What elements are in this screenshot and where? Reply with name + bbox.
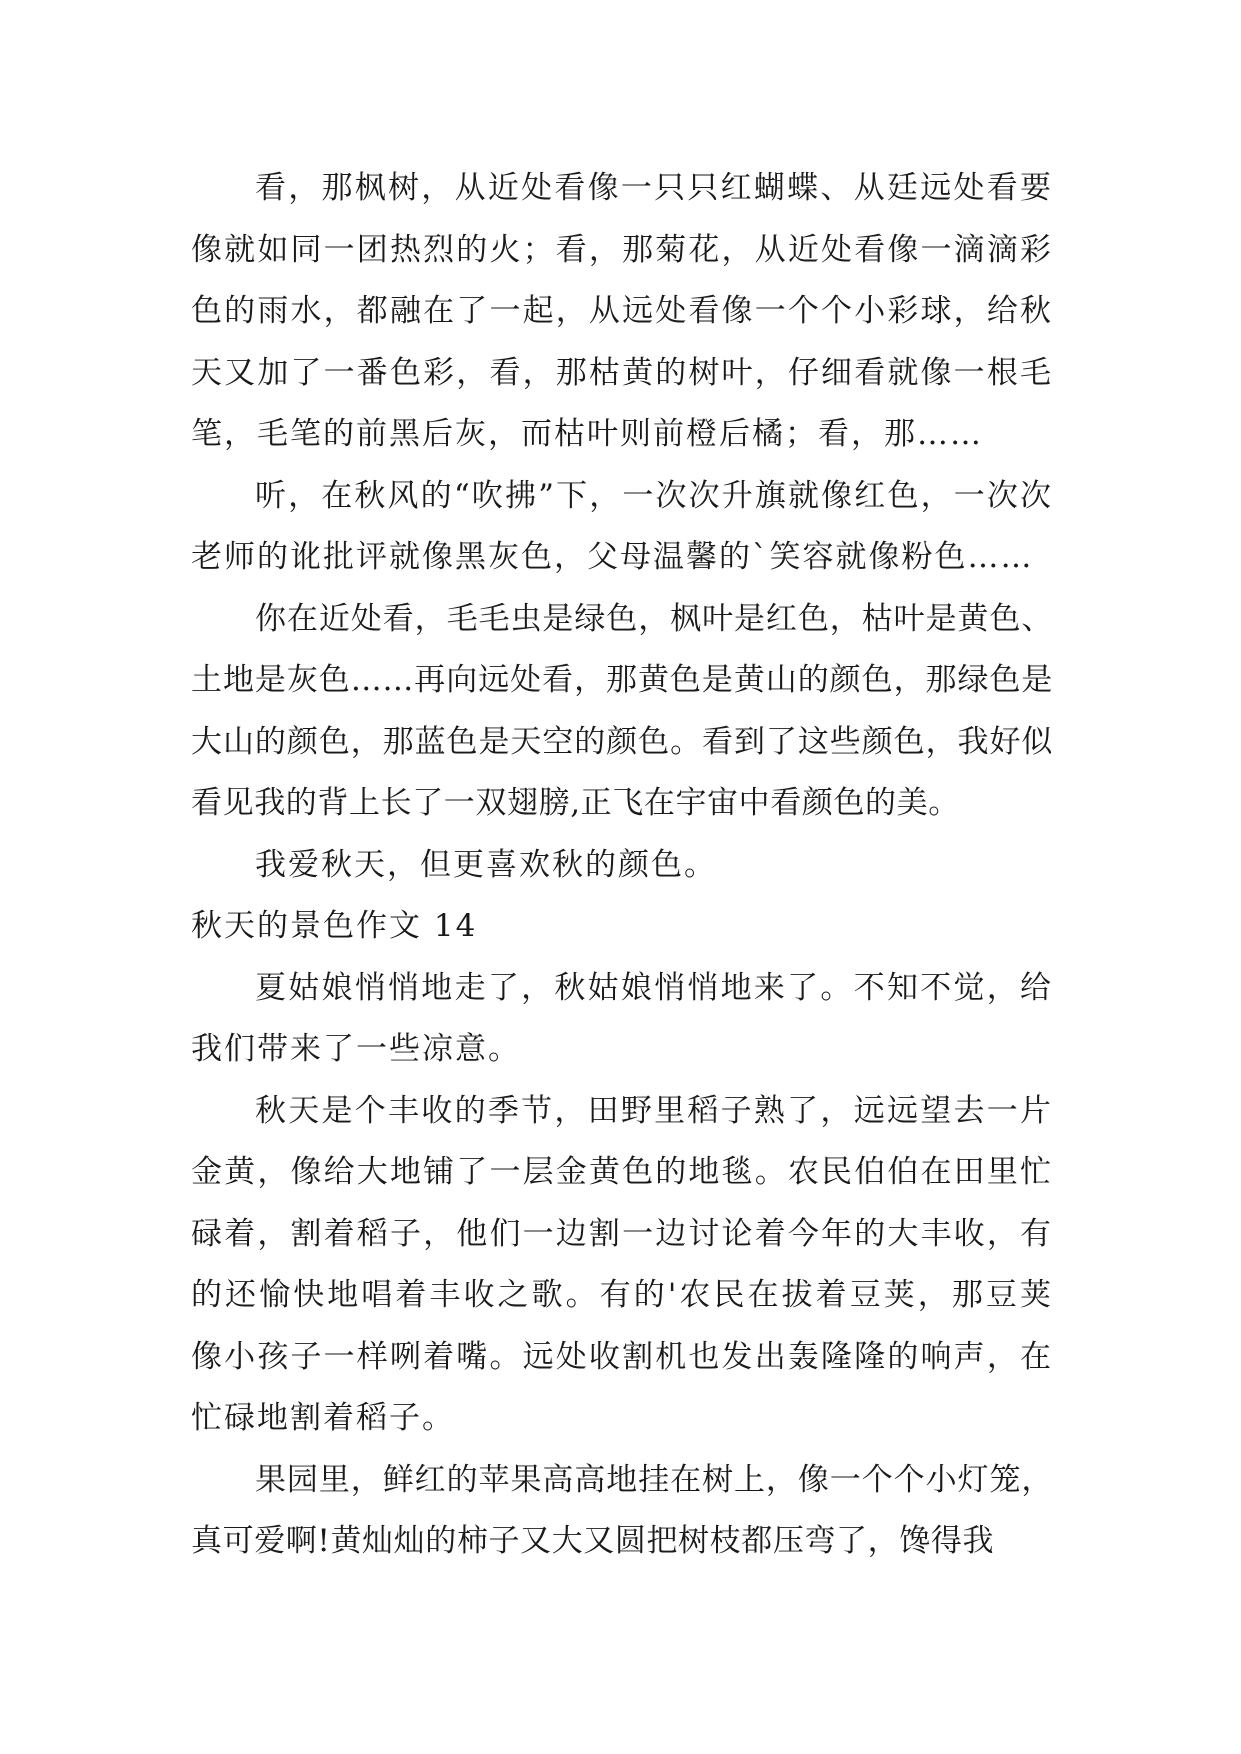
essay-heading: 秋天的景色作文 14 (191, 908, 478, 944)
paragraph-maple-chrysanthemum: 看，那枫树，从近处看像一只只红蝴蝶、从廷远处看要像就如同一团热烈的火；看，那菊花，从近处看像一滴滴彩色的雨水，都融在了一起，从远处看像一个个小彩球，给秋天又加了一番色彩，看，那枯黄的树叶，仔细看就像一根毛笔，毛笔的前黑后灰，而枯叶则前橙后橘；看，那…… (191, 170, 1053, 452)
paragraph-love-autumn: 我爱秋天，但更喜欢秋的颜色。 (255, 846, 717, 883)
paragraph-orchard: 果园里，鲜红的苹果高高地挂在树上，像一个个小灯笼，真可爱啊!黄灿灿的柿子又大又圆把树枝都压弯了，馋得我 (191, 1461, 1053, 1559)
paragraph-harvest-season: 秋天是个丰收的季节，田野里稻子熟了，远远望去一片金黄，像给大地铺了一层金黄色的地毯。农民伯伯在田里忙碌着，割着稻子，他们一边割一边讨论着今年的大丰收，有的还愉快地唱着丰收之歌。有的'农民在拔着豆荚，那豆荚像小孩子一样咧着嘴。远处收割机也发出轰隆隆的响声，在忙碌地割着稻子。 (191, 1092, 1053, 1436)
paragraph-summer-leaves: 夏姑娘悄悄地走了，秋姑娘悄悄地来了。不知不觉，给我们带来了一些凉意。 (191, 969, 1053, 1067)
paragraph-near-far-colors: 你在近处看，毛毛虫是绿色，枫叶是红色，枯叶是黄色、土地是灰色……再向远处看，那黄色是黄山的颜色，那绿色是大山的颜色，那蓝色是天空的颜色。看到了这些颜色，我好似看见我的背上长了一双翅膀,正飞在宇宙中看颜色的美。 (191, 600, 1053, 821)
paragraph-autumn-wind: 听，在秋风的“吹拂”下，一次次升旗就像红色，一次次老师的讹批评就像黑灰色，父母温馨的`笑容就像粉色…… (191, 477, 1053, 575)
document-body (191, 158, 1053, 1573)
